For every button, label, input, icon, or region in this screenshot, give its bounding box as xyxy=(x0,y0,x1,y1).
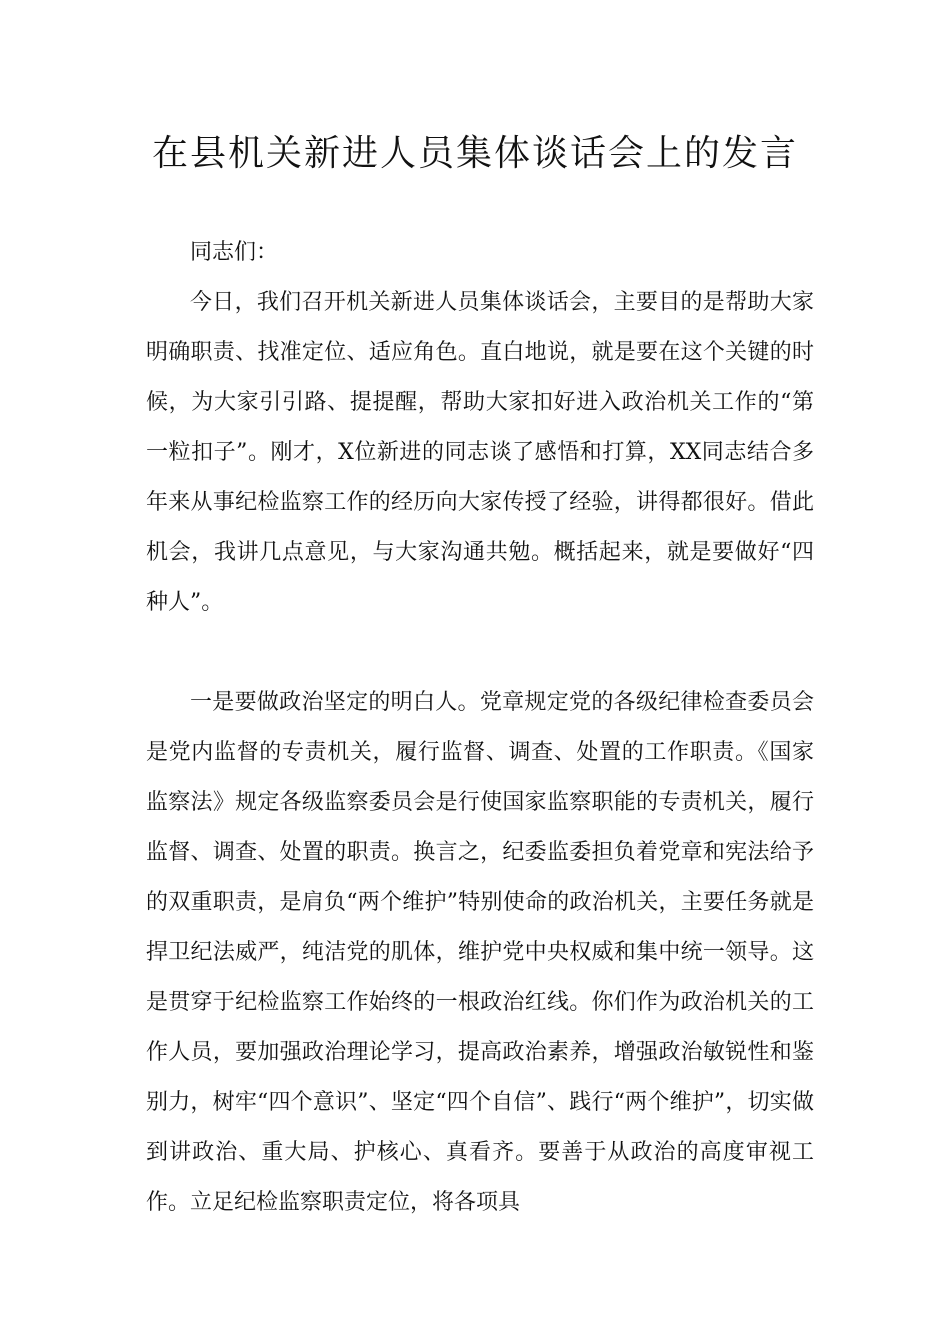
salutation: 同志们： xyxy=(190,240,279,265)
paragraph-intro: 今日，我们召开机关新进人员集体谈话会，主要目的是帮助大家明确职责、找准定位、适应角色。直白地说，就是要在这个关键的时候，为大家引引路、提提醒，帮助大家扣好进入政治机关工作的“第一粒扣子”。刚才，X位新进的同志谈了感悟和打算，XX同志结合多年来从事纪检监察工作的经历向大家传授了经验，讲得都很好。借此机会，我讲几点意见，与大家沟通共勉。概括起来，就是要做好“四种人”。 xyxy=(146,290,814,615)
document-title: 在县机关新进人员集体谈话会上的发言 xyxy=(151,133,798,174)
paragraph-political-firmness: 一是要做政治坚定的明白人。党章规定党的各级纪律检查委员会是党内监督的专责机关，履行监督、调查、处置的工作职责。《国家监察法》规定各级监察委员会是行使国家监察职能的专责机关，履行监督、调查、处置的职责。换言之，纪委监委担负着党章和宪法给予的双重职责，是肩负“两个维护”特别使命的政治机关，主要任务就是捍卫纪法威严，纯洁党的肌体，维护党中央权威和集中统一领导。这是贯穿于纪检监察工作始终的一根政治红线。你们作为政治机关的工作人员，要加强政治理论学习，提高政治素养，增强政治敏锐性和鉴别力，树牢“四个意识”、坚定“四个自信”、践行“两个维护”，切实做到讲政治、重大局、护核心、真看齐。要善于从政治的高度审视工作。立足纪检监察职责定位，将各项具 xyxy=(146,690,814,1215)
